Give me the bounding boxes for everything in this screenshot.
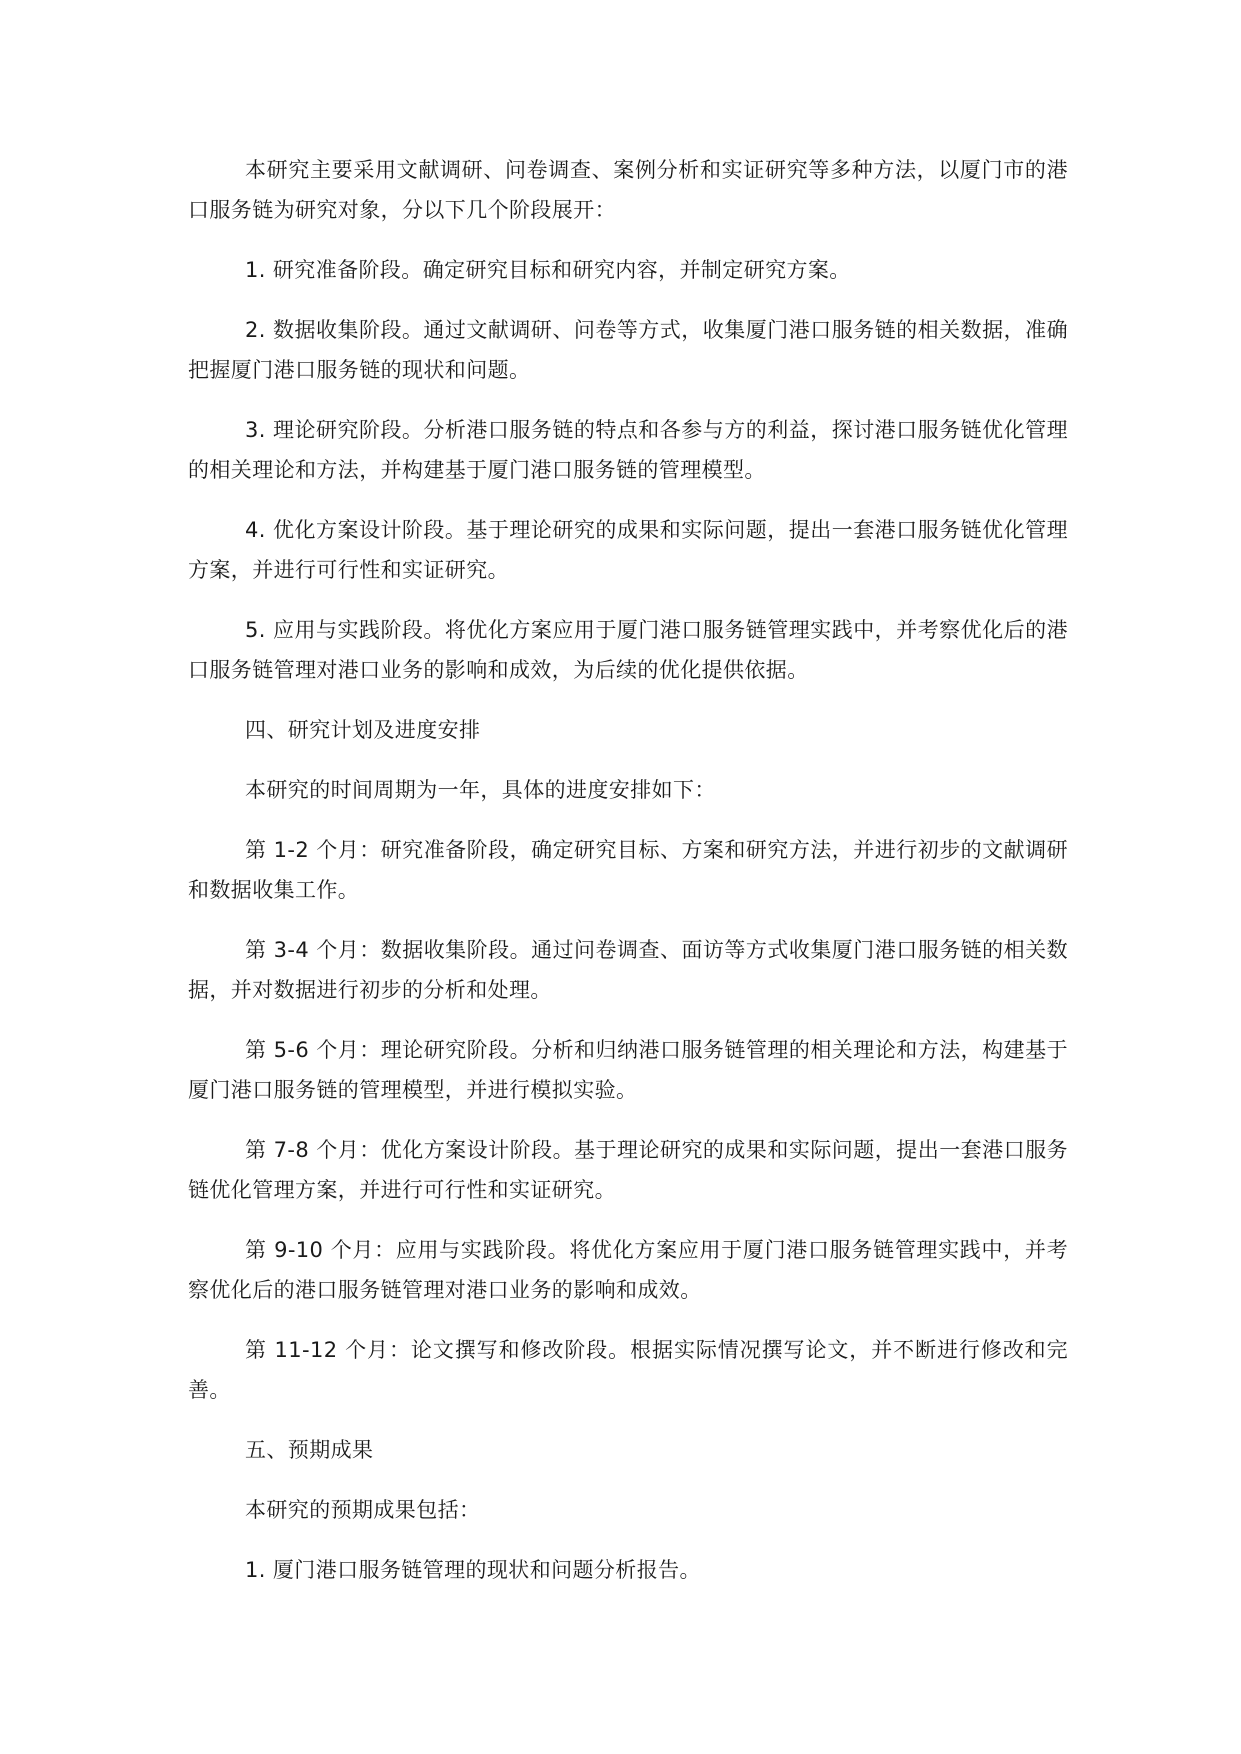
paragraph-outcomes-intro: 本研究的预期成果包括： xyxy=(245,1498,481,1522)
paragraph-schedule-month-11-12: 第 11-12 个月：论文撰写和修改阶段。根据实际情况撰写论文，并不断进行修改和完善。 xyxy=(188,1338,1068,1402)
paragraph-stage-1: 1. 研究准备阶段。确定研究目标和研究内容，并制定研究方案。 xyxy=(245,258,851,282)
section-heading-plan: 四、研究计划及进度安排 xyxy=(245,718,481,742)
section-heading-outcomes: 五、预期成果 xyxy=(245,1438,374,1462)
paragraph-outcome-1: 1. 厦门港口服务链管理的现状和问题分析报告。 xyxy=(245,1558,701,1582)
paragraph-schedule-month-7-8: 第 7-8 个月：优化方案设计阶段。基于理论研究的成果和实际问题，提出一套港口服务链优化管理方案，并进行可行性和实证研究。 xyxy=(188,1138,1068,1202)
document-body xyxy=(188,150,1068,1610)
paragraph-schedule-month-9-10: 第 9-10 个月：应用与实践阶段。将优化方案应用于厦门港口服务链管理实践中，并考察优化后的港口服务链管理对港口业务的影响和成效。 xyxy=(188,1238,1068,1302)
paragraph-schedule-month-1-2: 第 1-2 个月：研究准备阶段，确定研究目标、方案和研究方法，并进行初步的文献调研和数据收集工作。 xyxy=(188,838,1068,902)
paragraph-schedule-month-5-6: 第 5-6 个月：理论研究阶段。分析和归纳港口服务链管理的相关理论和方法，构建基于厦门港口服务链的管理模型，并进行模拟实验。 xyxy=(188,1038,1068,1102)
paragraph-stage-5: 5. 应用与实践阶段。将优化方案应用于厦门港口服务链管理实践中，并考察优化后的港口服务链管理对港口业务的影响和成效，为后续的优化提供依据。 xyxy=(188,618,1068,682)
paragraph-stage-4: 4. 优化方案设计阶段。基于理论研究的成果和实际问题，提出一套港口服务链优化管理方案，并进行可行性和实证研究。 xyxy=(188,518,1068,582)
paragraph-methods-intro: 本研究主要采用文献调研、问卷调查、案例分析和实证研究等多种方法，以厦门市的港口服务链为研究对象，分以下几个阶段展开： xyxy=(188,158,1068,222)
paragraph-stage-2: 2. 数据收集阶段。通过文献调研、问卷等方式，收集厦门港口服务链的相关数据，准确把握厦门港口服务链的现状和问题。 xyxy=(188,318,1068,382)
paragraph-stage-3: 3. 理论研究阶段。分析港口服务链的特点和各参与方的利益，探讨港口服务链优化管理的相关理论和方法，并构建基于厦门港口服务链的管理模型。 xyxy=(188,418,1068,482)
paragraph-schedule-intro: 本研究的时间周期为一年，具体的进度安排如下： xyxy=(245,778,716,802)
paragraph-schedule-month-3-4: 第 3-4 个月：数据收集阶段。通过问卷调查、面访等方式收集厦门港口服务链的相关数据，并对数据进行初步的分析和处理。 xyxy=(188,938,1068,1002)
